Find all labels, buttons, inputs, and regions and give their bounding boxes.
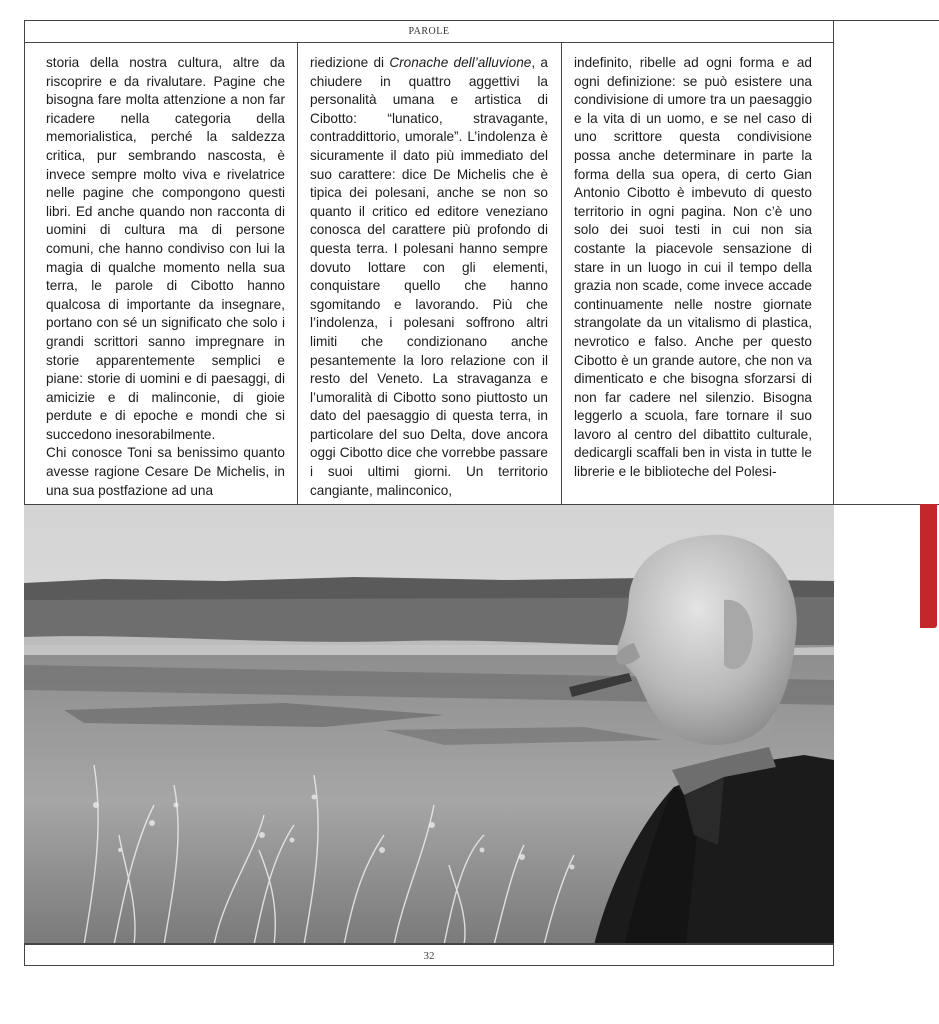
- column-1-paragraph-1: storia della nostra cultura, altre da riscoprire e da rivalutare. Pagine che bisogna fare molta attenzione a non far ricadere nella categoria della memorialistica, perché la saldezza critica, pur sembrando nascosta, è invece sempre molto viva e rivelatrice nelle pagine che compongono questi libri. Ed anche quando non racconta di uomini di cultura ma di persone comuni, che hanno condiviso con lui la magia di qualche momento nella sua terra, le parole di Cibotto hanno qualcosa di importante da insegnare, portano con sé un significato che solo i grandi scrittori sanno impregnare in storie apparentemente semplici e piane: storie di uomini e di paesaggi, di amicizie e di malinconie, di gioie perdute e di epoche e mondi che si succedono inesorabilmente.: [46, 55, 285, 442]
- column-divider-2: [561, 42, 562, 504]
- book-title: Cronache dell’alluvione: [389, 55, 532, 70]
- column-1-paragraph-2: Chi conosce Toni sa benissimo quanto avesse ragione Cesare De Michelis, in una sua postfazione ad una: [46, 445, 285, 498]
- footer-divider: [24, 944, 834, 945]
- column-divider-1: [297, 42, 298, 504]
- text-column-1: [46, 54, 285, 502]
- column-2-paragraph: [310, 54, 548, 500]
- red-edge-tab: [920, 504, 937, 628]
- section-label: PAROLE: [408, 26, 450, 37]
- header-rule-extension: [834, 20, 939, 21]
- text-column-3: [574, 54, 812, 502]
- column-2-rest: , a chiudere in quattro aggettivi la personalità umana e artistica di Cibotto: “lunatico, stravagante, contraddittorio, umorale”. L’indolenza è sicuramente il dato più immediato del suo carattere: dice De Michelis che è tipica dei polesani, anche se non so quanto il critico ed editore veneziano conosca del carattere più profondo di questa terra. I polesani hanno sempre dovuto lottare con gli elementi, conquistare quello che hanno sgomitando e lavorando. Più che l’indolenza, i polesani soffrono altri limiti che condizionano anche pesantemente la loro relazione con il resto del Veneto. La stravaganza e l’umoralità di Cibotto sono piuttosto un dato del paesaggio di questa terra, in particolare del suo Delta, dove ancora oggi Cibotto dice che vorrebbe passare i suoi ultimi giorni. Un territorio cangiante, malinconico,: [310, 55, 548, 498]
- page-number: 32: [423, 950, 435, 962]
- text-column-2: [310, 54, 548, 502]
- portrait-photo: [24, 504, 834, 944]
- column-2-intro: riedizione di: [310, 55, 390, 70]
- column-3-paragraph: indefinito, ribelle ad ogni forma e ad ogni definizione: se può esistere una condivisione di umore tra un paesaggio e la vita di un uomo, e se nel caso di uno scrittore questa condivisione possa anche determinare in parte la forma della sua opera, di certo Gian Antonio Cibotto è imbevuto di questo territorio in ogni pagina. Non c’è uno solo dei suoi testi in cui non sia costante la piacevole sensazione di stare in un luogo in cui il tempo della grazia non scade, come invece accade continuamente nelle nostre giornate strangolate da un vitalismo di plastica, nevrotico e falso. Anche per questo Cibotto è un grande autore, che non va dimenticato e che bisogna sforzarsi di non far cadere nel silenzio. Bisogna leggerlo a scuola, fare tornare il suo lavoro al centro del dibattito culturale, dedicargli scaffali ben in vista in tutte le librerie e le biblioteche del Polesi-: [574, 55, 812, 480]
- header-divider: [24, 42, 834, 43]
